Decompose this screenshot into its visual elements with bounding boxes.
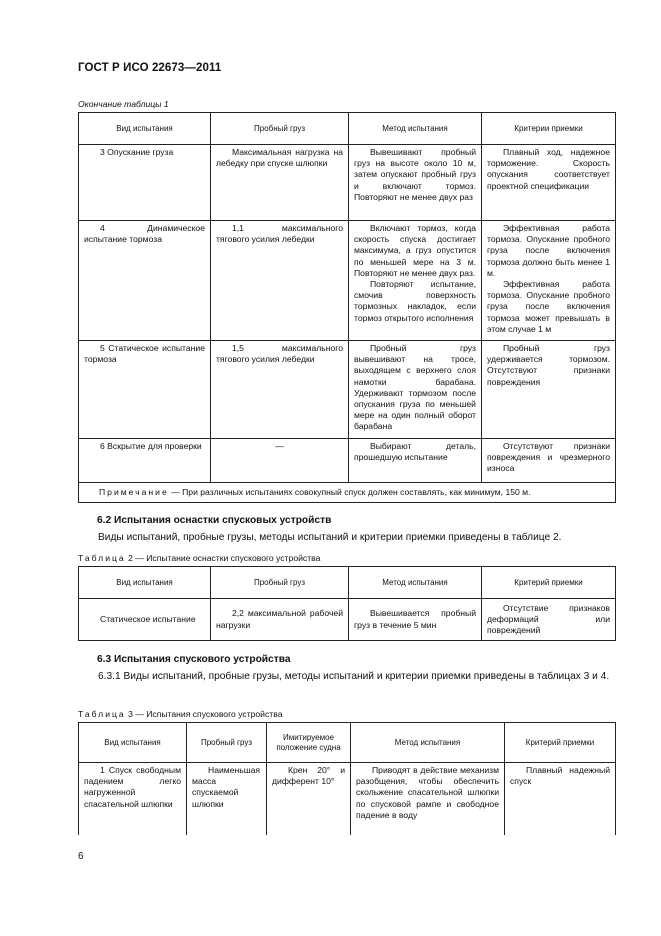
table3-caption: Таблица 3 — Испытания спускового устройства [78,709,283,719]
table2 [78,566,616,641]
table-row: 1 Спуск свободным падением легко нагруженной спасательной шлюпки Наименьшая масса спускаемой шлюпки Крен 20° и дифферент 10° Приводят в действие механизм разобщения, чтобы обеспечить скольжение спасательной шлюпки по спусковой рампе и свободное падение в воду Плавный надежный спуск [79,763,616,835]
table3-header-method: Метод испытания [351,723,505,763]
section-6-2-text: Виды испытаний, пробные грузы, методы испытаний и критерии приемки приведены в таблице 2. [98,532,562,543]
table3-header-load: Пробный груз [187,723,267,763]
table1 [78,112,616,503]
table-row: 6 Вскрытие для проверки — Выбирают деталь, прошедшую испытание Отсутствуют признаки повреждения и чрезмерного износа [79,439,616,483]
table1-caption: Окончание таблицы 1 [78,99,169,109]
table1-note-row [79,483,616,503]
table-row: 3 Опускание груза Максимальная нагрузка на лебедку при спуске шлюпки Вывешивают пробный груз на высоте около 10 м, затем опускают пробный груз и включают тормоз. Повторяют не менее двух раз Плавный ход, надежное торможение. Скорость опускания соответствует проектной спецификации [79,145,616,221]
table-row: Статическое испытание 2,2 максимальной рабочей нагрузки Вывешивается пробный груз в течение 5 мин Отсутствие признаков деформаций или повреждений [79,599,616,641]
section-6-3-text: 6.3.1 Виды испытаний, пробные грузы, методы испытаний и критерии приемки приведены в таблицах 3 и 4. [98,671,610,682]
page-title: ГОСТ Р ИСО 22673—2011 [78,62,222,74]
table3-header-position: Имитируемое положение судна [267,723,351,763]
table2-header-type: Вид испытания [79,567,211,599]
table3-header-criteria: Критерий приемки [505,723,616,763]
table1-header-type: Вид испытания [79,113,211,145]
table3-header-type: Вид испытания [79,723,187,763]
table1-header-criteria: Критерии приемки [482,113,616,145]
page-number: 6 [78,851,84,862]
table2-header-criteria: Критерий приемки [482,567,616,599]
section-6-3-heading: 6.3 Испытания спускового устройства [97,654,291,665]
note-text: — При различных испытаниях совокупный спуск должен составлять, как минимум, 150 м. [168,486,531,497]
section-6-2-heading: 6.2 Испытания оснастки спусковых устройств [97,515,332,526]
table1-header-method: Метод испытания [349,113,482,145]
table2-header-method: Метод испытания [349,567,482,599]
table2-header-load: Пробный груз [211,567,349,599]
table1-header-load: Пробный груз [211,113,349,145]
table-row: 4 Динамическое испытание тормоза 1,1 максимального тягового усилия лебедки Включают тормоз, когда скорость спуска достигает максимума, а груз опустится по меньшей мере на 3 м. Повторяют не менее двух раз. Повторяют испытание, смочив поверхность тормозных накладок, если тормоз открытого исполнения Эффективная работа тормоза. Опускание пробного груза после включения тормоза должно быть менее 1 м. Эффективная работа тормоза. Опускание пробного груза после включения тормоза может превышать в этом случае 1 м [79,221,616,341]
table2-caption: Таблица 2 — Испытание оснастки спускового устройства [78,553,321,563]
note-label: Примечание [99,486,169,497]
table3 [78,722,616,835]
table-row: 5 Статическое испытание тормоза 1,5 максимального тягового усилия лебедки Пробный груз вывешивают на тросе, выходящем с верхнего слоя намотки барабана. Удерживают тормозом после опускания груза по меньшей мере на один полный оборот барабана Пробный груз удерживается тормозом. Отсутствуют признаки повреждения [79,341,616,439]
